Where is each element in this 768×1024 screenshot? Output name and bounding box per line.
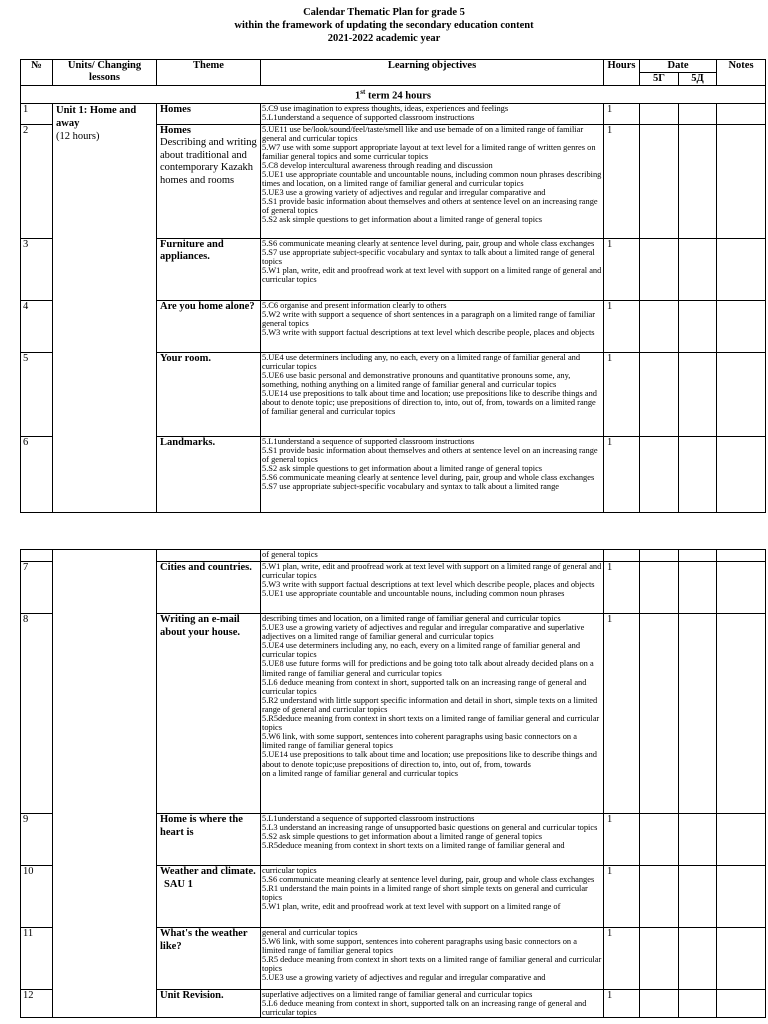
objectives-cell: [261, 866, 604, 928]
objectives-cell: [261, 436, 604, 512]
row-number: 6: [21, 436, 53, 512]
theme-cell: [157, 352, 261, 436]
notes-cell: [717, 990, 766, 1018]
objective-item: 5.W1 plan, write, edit and proofread work at text level with support on a limited range of general and curricular topics: [262, 562, 602, 581]
objective-item: 5.S1 provide basic information about themselves and others at sentence level on an increasing range of general topics: [262, 445, 598, 464]
hours-cell: 1: [604, 814, 640, 866]
date-5d-cell: [679, 352, 717, 436]
objective-item: superlative adjectives on a limited range of familiar general and curricular topics: [262, 990, 533, 999]
date-5g-cell: [640, 238, 679, 300]
theme-cell: [157, 866, 261, 928]
notes-cell: [717, 124, 766, 238]
date-5g-cell: [640, 550, 679, 562]
objective-item: curricular topics: [262, 866, 317, 875]
objective-item: 5.L1understand a sequence of supported classroom instructions: [262, 112, 475, 122]
hours-cell: 1: [604, 990, 640, 1018]
row-number: 9: [21, 814, 53, 866]
objective-item: 5.W2 write with support a sequence of short sentences in a paragraph on a limited range of familiar general topics: [262, 309, 596, 328]
hours-cell: 1: [604, 124, 640, 238]
theme-title: What's the weather like?: [160, 928, 248, 952]
date-5d-cell: [679, 300, 717, 352]
table-row-continuation: [21, 550, 766, 562]
theme-cell-empty: [157, 550, 261, 562]
objectives-cell: [261, 928, 604, 990]
objective-item: 5.W6 link, with some support, sentences into coherent paragraphs using basic connectors on a limited range of familiar general topics: [262, 937, 577, 956]
objective-item: 5.S6 communicate meaning clearly at sentence level during, pair, group and whole class exchanges: [262, 238, 595, 248]
theme-title: Weather and climate.: [160, 866, 256, 877]
objective-item: 5.S1 provide basic information about themselves and others at sentence level on an increasing range of general topics: [262, 197, 598, 216]
hours-cell: 1: [604, 928, 640, 990]
plan-table-page1: [20, 59, 766, 513]
col-date-header: Date: [640, 60, 717, 73]
date-5g-cell: [640, 124, 679, 238]
unit-title: Unit 1: Home and away: [56, 104, 137, 129]
theme-cell: [157, 928, 261, 990]
theme-cell: [157, 562, 261, 614]
objectives-cell: [261, 990, 604, 1018]
col-num-header: №: [21, 60, 53, 86]
date-5g-cell: [640, 352, 679, 436]
theme-title: Home is where the heart is: [160, 814, 243, 838]
row-number: 4: [21, 300, 53, 352]
objectives-cell: [261, 352, 604, 436]
date-5d-cell: [679, 562, 717, 614]
objective-item: of general topics: [262, 550, 318, 559]
objective-item: 5.W1 plan, write, edit and proofread work at text level with support on a limited range of general and curricular topics: [262, 265, 602, 284]
objective-item: 5.W1 plan, write, edit and proofread work at text level with support on a limited range of: [262, 902, 561, 912]
hours-cell: 1: [604, 103, 640, 124]
notes-cell: [717, 436, 766, 512]
objective-item: 5.C6 organise and present information clearly to others: [262, 300, 447, 310]
row-number: 11: [21, 928, 53, 990]
objective-item: 5.L1understand a sequence of supported classroom instructions: [262, 436, 475, 446]
date-5d-cell: [679, 238, 717, 300]
objective-item: 5.S7 use appropriate subject-specific vocabulary and syntax to talk about a limited range of general topics: [262, 247, 595, 266]
notes-cell: [717, 352, 766, 436]
notes-cell: [717, 300, 766, 352]
row-number: 3: [21, 238, 53, 300]
notes-cell: [717, 103, 766, 124]
objective-item: 5.UE3 use a growing variety of adjectives and regular and irregular comparative and: [262, 188, 546, 198]
objective-item: 5.UE14 use prepositions to talk about time and location; use prepositions like to describe things and about to denote topic; use prepositions of direction to, into, out of, from, towards on a limited range of familiar general and curricular topics: [262, 388, 597, 417]
doc-title-line1: Calendar Thematic Plan for grade 5: [303, 7, 465, 18]
objective-item: 5.S2 ask simple questions to get information about a limited range of general topics: [262, 832, 543, 842]
objectives-cell: [261, 814, 604, 866]
date-5d-cell: [679, 436, 717, 512]
objective-item: 5.R2 understand with little support specific information and detail in short, simple texts on a limited range of general and curricular topics: [262, 695, 598, 714]
unit-cell: [53, 103, 157, 512]
theme-extra: SAU 1: [164, 878, 193, 890]
date-5g-cell: [640, 436, 679, 512]
date-5d-cell: [679, 928, 717, 990]
row-number: 10: [21, 866, 53, 928]
hours-cell: 1: [604, 352, 640, 436]
objective-item: 5.UE3 use a growing variety of adjectives and regular and irregular comparative and: [262, 973, 546, 983]
date-5d-cell: [679, 550, 717, 562]
objective-item: 5.UE3 use a growing variety of adjectives and regular and irregular comparative and superlative adjectives on a limited range of familiar general and curricular topics: [262, 623, 585, 642]
objectives-cell: [261, 238, 604, 300]
objective-item: 5.L3 understand an increasing range of unsupported basic questions on general and curricular topics: [262, 823, 598, 833]
date-5d-cell: [679, 614, 717, 814]
hours-cell: 1: [604, 866, 640, 928]
theme-cell: [157, 990, 261, 1018]
theme-title: Unit Revision.: [160, 990, 224, 1001]
date-5d-cell: [679, 990, 717, 1018]
theme-title: Landmarks.: [160, 436, 216, 448]
objective-item: 5.UE14 use prepositions to talk about time and location; use prepositions like to describe things and about to denote topic;use prepositions of direction to, into, out of, from, towards: [262, 750, 597, 769]
objective-item: 5.UE8 use future forms will for predictions and be going toto talk about already decided plans on a limited range of familiar general and curricular topics: [262, 659, 594, 678]
objective-item: 5.R1 understand the main points in a limited range of short simple texts on general and curricular topics: [262, 884, 588, 903]
term-row: 1st term 24 hours: [21, 86, 766, 104]
date-5g-cell: [640, 614, 679, 814]
unit-hours: (12 hours): [56, 130, 100, 142]
objective-item: 5.S2 ask simple questions to get information about a limited range of general topics: [262, 463, 543, 473]
notes-cell: [717, 814, 766, 866]
theme-title: Homes: [160, 124, 191, 136]
theme-cell: [157, 124, 261, 238]
objectives-cell: [261, 300, 604, 352]
date-5g-cell: [640, 866, 679, 928]
plan-table-page2: [20, 549, 766, 1018]
objective-item: 5.W3 write with support factual descriptions at text level which describe people, places and objects: [262, 327, 595, 337]
objective-item: 5.UE1 use appropriate countable and uncountable nouns, including common noun phrases: [262, 589, 565, 599]
col-notes-header: Notes: [717, 60, 766, 86]
notes-cell: [717, 866, 766, 928]
theme-cell: [157, 300, 261, 352]
col-objectives-header: Learning objectives: [261, 60, 604, 86]
date-5g-cell: [640, 990, 679, 1018]
objectives-cell: [261, 124, 604, 238]
hours-cell-empty: [604, 550, 640, 562]
date-5d-cell: [679, 103, 717, 124]
objectives-cell: [261, 562, 604, 614]
theme-title: Homes: [160, 103, 191, 115]
hours-cell: 1: [604, 614, 640, 814]
objective-item: 5.C9 use imagination to express thoughts, ideas, experiences and feelings: [262, 103, 509, 113]
col-theme-header: Theme: [157, 60, 261, 86]
theme-title: Writing an e-mail about your house.: [160, 614, 241, 638]
col-date-5d-header: 5Д: [679, 73, 717, 86]
objective-item: 5.S6 communicate meaning clearly at sentence level during, pair, group and whole class exchanges: [262, 472, 595, 482]
col-hours-header: Hours: [604, 60, 640, 86]
date-5d-cell: [679, 814, 717, 866]
notes-cell: [717, 550, 766, 562]
objective-item: 5.R5deduce meaning from context in short texts on a limited range of familiar general and curricular topics: [262, 714, 600, 733]
objective-item: 5.UE11 use be/look/sound/feel/taste/smell like and use bemade of on a limited range of familiar general and curricular topics: [262, 124, 584, 143]
objectives-cell: [261, 614, 604, 814]
notes-cell: [717, 238, 766, 300]
objective-item: 5.L1understand a sequence of supported classroom instructions: [262, 814, 475, 823]
theme-cell: [157, 436, 261, 512]
objective-item: 5.UE4 use determiners including any, no each, every on a limited range of familiar general and curricular topics: [262, 352, 581, 371]
row-number: 8: [21, 614, 53, 814]
date-5g-cell: [640, 928, 679, 990]
doc-title-line3: 2021-2022 academic year: [327, 33, 441, 44]
date-5g-cell: [640, 562, 679, 614]
theme-cell: [157, 614, 261, 814]
row-number-empty: [21, 550, 53, 562]
date-5g-cell: [640, 300, 679, 352]
objectives-cell: [261, 550, 604, 562]
notes-cell: [717, 562, 766, 614]
theme-cell: [157, 814, 261, 866]
objective-item: 5.S7 use appropriate subject-specific vocabulary and syntax to talk about a limited range: [262, 481, 559, 491]
objective-item: 5.UE1 use appropriate countable and uncountable nouns, including common noun phrases describing times and location, on a limited range of familiar general and curricular topics: [262, 169, 602, 189]
objective-item: general and curricular topics: [262, 928, 358, 937]
objective-item: 5.L6 deduce meaning from context in short, supported talk on an increasing range of general and curricular topics: [262, 999, 587, 1018]
row-number: 7: [21, 562, 53, 614]
col-units-header: Units/ Changing lessons: [53, 60, 157, 86]
objective-item: 5.W7 use with some support appropriate layout at text level for a limited range of written genres on familiar general topics and some curricular topics: [262, 142, 596, 161]
date-5g-cell: [640, 103, 679, 124]
date-5d-cell: [679, 124, 717, 238]
hours-cell: 1: [604, 436, 640, 512]
row-number: 5: [21, 352, 53, 436]
doc-title-line2: within the framework of updating the secondary education content: [234, 20, 534, 31]
date-5g-cell: [640, 814, 679, 866]
hours-cell: 1: [604, 300, 640, 352]
hours-cell: 1: [604, 562, 640, 614]
date-5d-cell: [679, 866, 717, 928]
theme-title: Are you home alone?: [160, 300, 255, 312]
notes-cell: [717, 614, 766, 814]
theme-cell: [157, 103, 261, 124]
objective-item: 5.R5deduce meaning from context in short texts on a limited range of familiar general and: [262, 841, 565, 851]
objective-item: 5.L6 deduce meaning from context in short, supported talk on an increasing range of general and curricular topics: [262, 677, 587, 696]
row-number: 2: [21, 124, 53, 238]
theme-title: Your room.: [160, 352, 211, 364]
hours-cell: 1: [604, 238, 640, 300]
theme-title: Furniture and appliances.: [160, 238, 224, 262]
objective-item: 5.UE4 use determiners including any, no each, every on a limited range of familiar general and curricular topics: [262, 641, 581, 660]
notes-cell: [717, 928, 766, 990]
objective-item: describing times and location, on a limited range of familiar general and curricular topics: [262, 614, 561, 623]
theme-title: Cities and countries.: [160, 562, 252, 573]
objective-item: 5.R5 deduce meaning from context in short texts on a limited range of familiar general and curricular topics: [262, 955, 602, 974]
objective-item: 5.S6 communicate meaning clearly at sentence level during, pair, group and whole class exchanges: [262, 875, 595, 885]
objectives-cell: [261, 103, 604, 124]
theme-description: Describing and writing about traditional and contemporary Kazakh homes and rooms: [160, 137, 257, 186]
row-number: 1: [21, 103, 53, 124]
table-row: [21, 103, 766, 124]
objective-item: 5.C8 develop intercultural awareness through reading and discussion: [262, 160, 493, 170]
theme-cell: [157, 238, 261, 300]
objective-item: on a limited range of familiar general and curricular topics: [262, 768, 459, 778]
objective-item: 5.S2 ask simple questions to get information about a limited range of general topics: [262, 215, 543, 225]
objective-item: 5.UE6 use basic personal and demonstrative pronouns and quantitative pronouns some, any, something, nothing anything on a limited range of familiar general and curricular topics: [262, 370, 571, 389]
objective-item: 5.W6 link, with some support, sentences into coherent paragraphs using basic connectors on a limited range of familiar general topics: [262, 732, 577, 751]
objective-item: 5.W3 write with support factual descriptions at text level which describe people, places and objects: [262, 580, 595, 590]
row-number: 12: [21, 990, 53, 1018]
unit-cell-continued: [53, 550, 157, 1018]
col-date-5g-header: 5Г: [640, 73, 679, 86]
